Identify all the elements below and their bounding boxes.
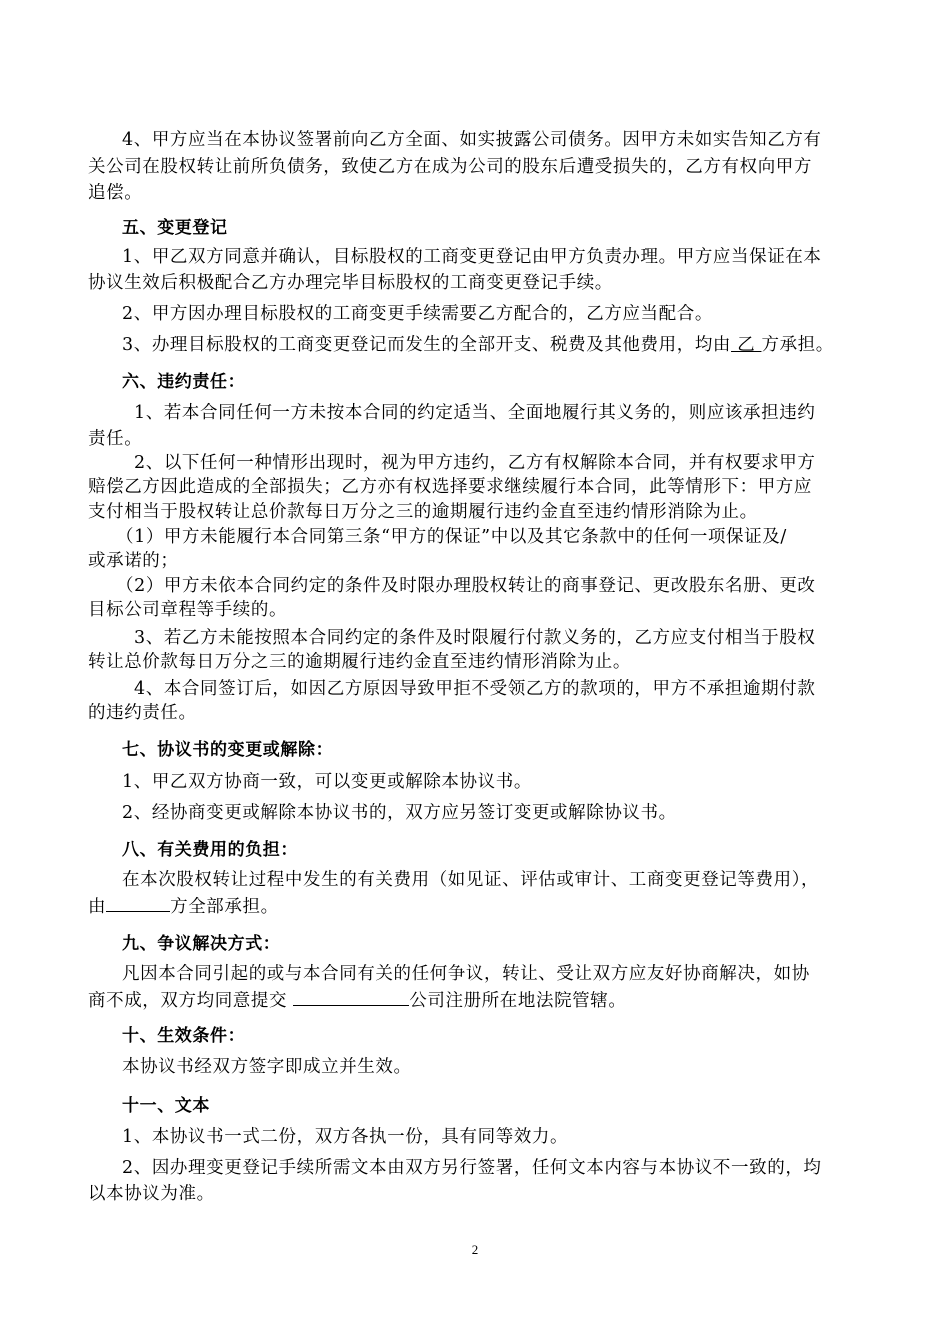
text-segment: 3、办理目标股权的工商变更登记而发生的全部开支、税费及其他费用，均由 xyxy=(122,335,732,355)
paragraph-line: 4、本合同签订后，如因乙方原因导致甲拒不受领乙方的款项的，甲方不承担逾期付款 xyxy=(134,679,816,699)
fill-in-blank xyxy=(106,894,170,912)
paragraph-line: 4、甲方应当在本协议签署前向乙方全面、如实披露公司债务。因甲方未如实告知乙方有 xyxy=(122,130,822,150)
paragraph-line xyxy=(122,333,866,357)
fill-in-blank xyxy=(293,988,409,1006)
paragraph-line: 1、本协议书一式二份，双方各执一份，具有同等效力。 xyxy=(122,1127,569,1147)
section-heading-8: 八、有关费用的负担： xyxy=(122,840,298,860)
paragraph-line: 凡因本合同引起的或与本合同有关的任何争议，转让、受让双方应友好协商解决，如协 xyxy=(122,964,810,984)
paragraph-line: 赔偿乙方因此造成的全部损失；乙方亦有权选择要求继续履行本合同，此等情形下：甲方应 xyxy=(88,477,812,497)
paragraph-line: 协议生效后积极配合乙方办理完毕目标股权的工商变更登记手续。 xyxy=(88,273,613,293)
paragraph-line: 的违约责任。 xyxy=(88,703,197,723)
text-segment: 由 xyxy=(88,897,107,917)
paragraph-line: 2、甲方因办理目标股权的工商变更手续需要乙方配合的，乙方应当配合。 xyxy=(122,304,713,324)
page-number: 2 xyxy=(471,1242,479,1257)
paragraph-line: （1）甲方未能履行本合同第三条“甲方的保证”中以及其它条款中的任何一项保证及/ xyxy=(116,527,787,547)
paragraph-line: 转让总价款每日万分之三的逾期履行违约金直至违约情形消除为止。 xyxy=(88,652,631,672)
paragraph-line: 或承诺的； xyxy=(88,551,179,571)
paragraph-line: 责任。 xyxy=(88,429,143,449)
paragraph-line: 关公司在股权转让前所负债务，致使乙方在成为公司的股东后遭受损失的，乙方有权向甲方 xyxy=(88,157,812,177)
paragraph-line: 1、甲乙双方同意并确认，目标股权的工商变更登记由甲方负责办理。甲方应当保证在本 xyxy=(122,247,822,267)
paragraph-line: 以本协议为准。 xyxy=(88,1184,215,1204)
section-heading-9: 九、争议解决方式： xyxy=(122,934,281,954)
text-segment: 商不成，双方均同意提交 xyxy=(88,991,294,1011)
paragraph-line: 1、甲乙双方协商一致，可以变更或解除本协议书。 xyxy=(122,772,532,792)
text-segment: 方全部承担。 xyxy=(170,897,279,917)
text-segment: 方承担。 xyxy=(761,335,834,355)
section-heading-6: 六、违约责任： xyxy=(122,372,246,392)
paragraph-line: 本协议书经双方签字即成立并生效。 xyxy=(122,1057,412,1077)
paragraph-line: 2、经协商变更或解除本协议书的，双方应另签订变更或解除协议书。 xyxy=(122,803,677,823)
paragraph-line xyxy=(88,988,866,1013)
paragraph-line: 目标公司章程等手续的。 xyxy=(88,600,288,620)
text-segment: 公司注册所在地法院管辖。 xyxy=(409,991,627,1011)
underlined-party: 乙 xyxy=(731,335,762,355)
paragraph-line xyxy=(88,894,866,919)
section-heading-5: 五、变更登记 xyxy=(122,218,228,238)
paragraph-line: 2、以下任何一种情形出现时，视为甲方违约，乙方有权解除本合同，并有权要求甲方 xyxy=(134,453,816,473)
paragraph-line: 在本次股权转让过程中发生的有关费用（如见证、评估或审计、工商变更登记等费用）， xyxy=(122,870,820,890)
paragraph-line: （2）甲方未依本合同约定的条件及时限办理股权转让的商事登记、更改股东名册、更改 xyxy=(116,576,816,596)
paragraph-line: 1、若本合同任何一方未按本合同的约定适当、全面地履行其义务的，则应该承担违约 xyxy=(134,403,816,423)
section-heading-10: 十、生效条件： xyxy=(122,1026,246,1046)
paragraph-line: 3、若乙方未能按照本合同约定的条件及时限履行付款义务的，乙方应支付相当于股权 xyxy=(134,628,816,648)
section-heading-11: 十一、文本 xyxy=(122,1096,210,1116)
section-heading-7: 七、协议书的变更或解除： xyxy=(122,740,334,760)
paragraph-line: 2、因办理变更登记手续所需文本由双方另行签署，任何文本内容与本协议不一致的，均 xyxy=(122,1158,822,1178)
paragraph-line: 支付相当于股权转让总价款每日万分之三的逾期履行违约金直至违约情形消除为止。 xyxy=(88,502,758,522)
paragraph-line: 追偿。 xyxy=(88,183,143,203)
